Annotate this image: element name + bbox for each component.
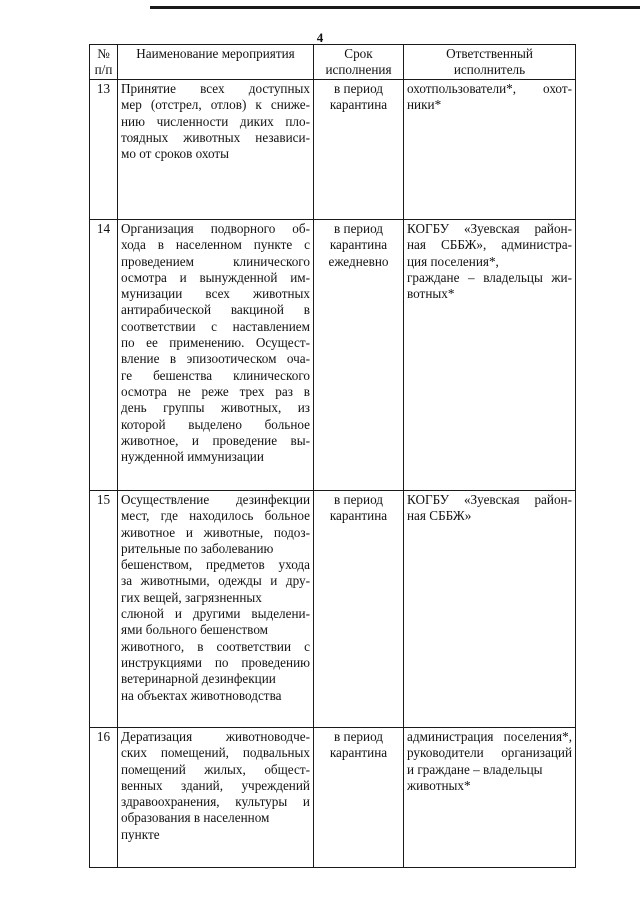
responsible-line: КОГБУ «Зуевская район- — [407, 221, 572, 236]
header-number — [90, 45, 118, 80]
measure-line: Организация подворного об- — [121, 221, 310, 236]
measure-line: помещений жилых, общест- — [121, 761, 310, 777]
measure-line: ями больного бешенством — [121, 622, 269, 638]
measure-name-cell — [118, 80, 314, 220]
table-row — [90, 80, 576, 220]
row-number: 16 — [90, 728, 118, 868]
responsible-line: ная СББЖ», администра- — [407, 237, 572, 253]
row-number: 15 — [90, 491, 118, 728]
term-cell — [314, 491, 404, 728]
header-line: исполнения — [325, 61, 392, 77]
term-line: в период — [333, 729, 383, 744]
measure-line: животного, в соответствии с — [121, 638, 310, 654]
measure-line: которой выделено больное — [121, 416, 310, 432]
term-cell — [314, 220, 404, 491]
term-cell — [314, 80, 404, 220]
measure-line: мунизации всех животных — [121, 286, 310, 302]
measure-line: ге бешенства клинического — [121, 367, 310, 383]
row-number: 14 — [90, 220, 118, 491]
responsible-line: КОГБУ «Зуевская район- — [407, 492, 572, 507]
measure-line: ветеринарной дезинфекции — [121, 671, 276, 687]
responsible-line: охотпользователи*, охот- — [407, 81, 572, 96]
measure-line: проведением клинического — [121, 253, 310, 269]
term-line: карантина — [329, 745, 388, 761]
measure-line: антирабической вакциной в — [121, 302, 310, 318]
responsible-cell — [404, 80, 576, 220]
header-line: Ответственный — [446, 46, 533, 61]
measure-line: ских помещений, подвальных — [121, 745, 310, 761]
header-responsible — [404, 45, 576, 80]
measure-line: по ее применению. Осущест- — [121, 335, 310, 351]
term-line: карантина — [329, 97, 388, 113]
measure-line: мест, где находилось больное — [121, 508, 310, 524]
table-row — [90, 491, 576, 728]
row-number: 13 — [90, 80, 118, 220]
header-line: исполнитель — [453, 61, 526, 77]
measure-name-cell — [118, 220, 314, 491]
measure-line: здравоохранения, культуры и — [121, 794, 310, 810]
responsible-line: ция поселения*, — [407, 253, 499, 269]
measure-name-cell — [118, 491, 314, 728]
measure-line: на объектах животноводства — [121, 687, 282, 703]
measure-line: соответствии с наставлением — [121, 318, 310, 334]
term-cell — [314, 728, 404, 868]
responsible-line: и граждане – владельцы — [407, 761, 543, 777]
responsible-line: ная СББЖ» — [407, 508, 472, 524]
measure-line: вление в эпизоотическом оча- — [121, 351, 310, 367]
header-line: Срок — [344, 46, 373, 61]
header-line: Наименование мероприятия — [136, 46, 295, 61]
responsible-cell — [404, 491, 576, 728]
measure-line: пункте — [121, 826, 160, 842]
measure-line: день группы животных, из — [121, 400, 310, 416]
measure-line: осмотра не реже трех раз в — [121, 383, 310, 399]
measure-line: слюной и другими выделени- — [121, 606, 310, 622]
header-line: № — [97, 46, 110, 61]
term-line: ежедневно — [328, 253, 389, 269]
measure-line: венных зданий, учреждений — [121, 777, 310, 793]
measure-line: мо от сроков охоты — [121, 146, 230, 162]
measure-line: за животными, одежды и дру- — [121, 573, 310, 589]
measure-line: образования в населенном — [121, 810, 270, 826]
responsible-line: руководители организаций — [407, 745, 572, 761]
top-rule — [150, 6, 640, 9]
responsible-line: животных* — [407, 777, 471, 793]
responsible-cell — [404, 220, 576, 491]
measure-line: нужденной иммунизации — [121, 449, 264, 465]
term-line: в период — [333, 221, 383, 236]
measure-line: осмотра и вынужденной им- — [121, 269, 310, 285]
measure-line: рительные по заболеванию — [121, 540, 274, 556]
measure-line: бешенством, предметов ухода — [121, 557, 310, 573]
term-line: карантина — [329, 237, 388, 253]
measure-line: тоядных животных независи- — [121, 129, 310, 145]
measures-table — [89, 44, 576, 868]
term-line: в период — [333, 81, 383, 96]
responsible-cell — [404, 728, 576, 868]
measure-line: животное, и проведение вы- — [121, 432, 310, 448]
responsible-line: ники* — [407, 97, 442, 113]
table-header-row — [90, 45, 576, 80]
measure-line: Осуществление дезинфекции — [121, 492, 310, 507]
measure-line: животное и животные, подоз- — [121, 524, 310, 540]
measure-line: хода в населенном пункте с — [121, 237, 310, 253]
responsible-line: вотных* — [407, 286, 455, 302]
header-measure-name — [118, 45, 314, 80]
responsible-line: администрация поселения*, — [407, 729, 572, 744]
measure-line: нию численности диких пло- — [121, 113, 310, 129]
measure-name-cell — [118, 728, 314, 868]
header-line: п/п — [94, 61, 113, 77]
header-term — [314, 45, 404, 80]
table-row — [90, 220, 576, 491]
measure-line: Дератизация животноводче- — [121, 729, 310, 744]
responsible-line: граждане – владельцы жи- — [407, 269, 572, 285]
term-line: карантина — [329, 508, 388, 524]
measure-line: Принятие всех доступных — [121, 81, 310, 96]
measure-line: мер (отстрел, отлов) к сниже- — [121, 97, 310, 113]
page-number: 4 — [316, 30, 324, 45]
term-line: в период — [333, 492, 383, 507]
measure-line: гих вещей, загрязненных — [121, 589, 262, 605]
table-row — [90, 728, 576, 868]
measure-line: инструкциями по проведению — [121, 654, 310, 670]
